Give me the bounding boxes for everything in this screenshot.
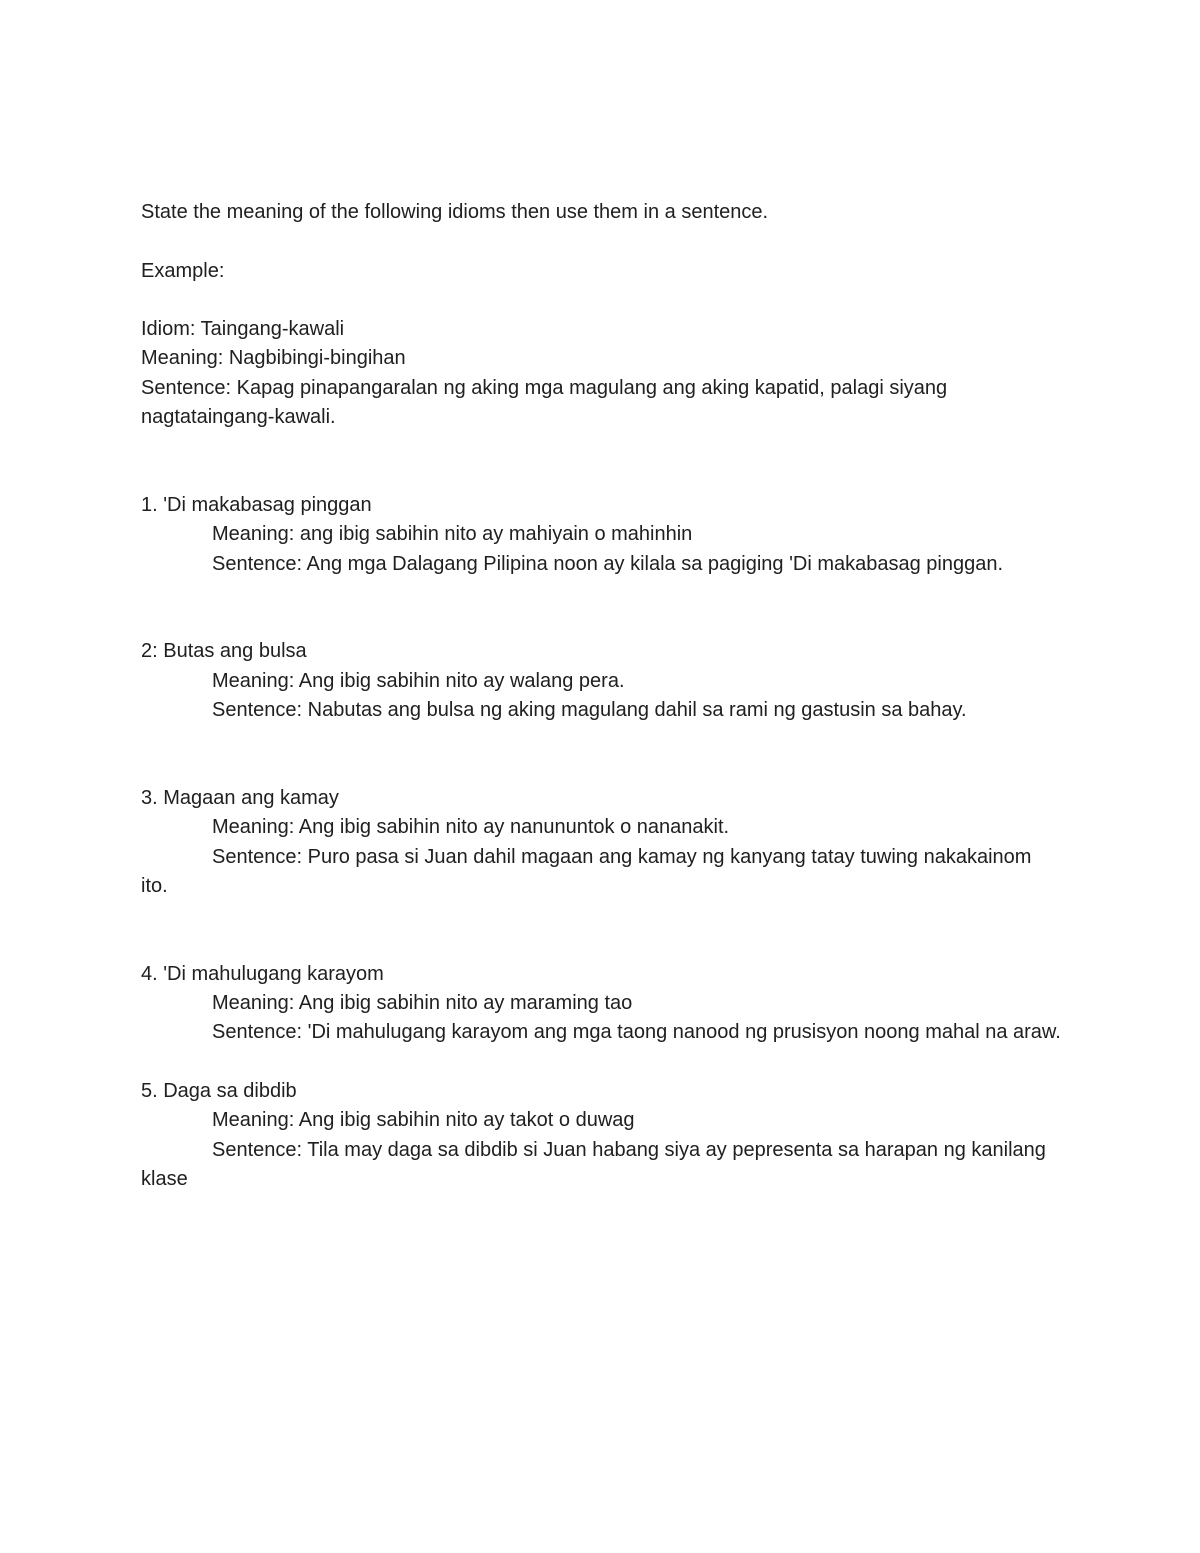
example-meaning: Meaning: Nagbibingi-bingihan	[141, 347, 406, 370]
idiom-meaning: Meaning: Ang ibig sabihin nito ay takot o duwag	[212, 1109, 635, 1132]
idiom-sentence: Sentence: 'Di mahulugang karayom ang mga taong nanood ng prusisyon noong mahal na araw.	[212, 1021, 1061, 1044]
idiom-sentence: Sentence: Nabutas ang bulsa ng aking magulang dahil sa rami ng gastusin sa bahay.	[212, 699, 967, 722]
idiom-meaning: Meaning: Ang ibig sabihin nito ay walang pera.	[212, 669, 625, 692]
idiom-item-2	[141, 637, 1061, 725]
instruction-text: State the meaning of the following idioms then use them in a sentence.	[141, 201, 769, 223]
idiom-item-3	[141, 784, 1061, 901]
idiom-meaning: Meaning: Ang ibig sabihin nito ay maraming tao	[212, 992, 633, 1015]
idiom-meaning: Meaning: Ang ibig sabihin nito ay nanununtok o nananakit.	[212, 816, 730, 839]
idiom-title: 4. 'Di mahulugang karayom	[141, 962, 384, 985]
idiom-title: 5. Daga sa dibdib	[141, 1079, 297, 1102]
idiom-sentence: Sentence: Tila may daga sa dibdib si Juan habang siya ay pepresenta sa harapan ng kanilang klase	[141, 1138, 1046, 1190]
idiom-item-1	[141, 491, 1061, 579]
example-sentence: Sentence: Kapag pinapangaralan ng aking mga magulang ang aking kapatid, palagi siyang nagtataingang-kawali.	[141, 376, 948, 429]
idiom-title: 1. 'Di makabasag pinggan	[141, 493, 372, 516]
idiom-meaning: Meaning: ang ibig sabihin nito ay mahiyain o mahinhin	[212, 523, 693, 546]
idiom-item-4	[141, 960, 1061, 1048]
idiom-title: 2: Butas ang bulsa	[141, 640, 307, 663]
idiom-item-5	[141, 1077, 1061, 1194]
idiom-title: 3. Magaan ang kamay	[141, 786, 339, 809]
idiom-sentence: Sentence: Ang mga Dalagang Pilipina noon ay kilala sa pagiging 'Di makabasag pinggan.	[212, 552, 1004, 575]
document-body	[141, 198, 1061, 1194]
example-label: Example:	[141, 259, 225, 282]
idiom-sentence: Sentence: Puro pasa si Juan dahil magaan ang kamay ng kanyang tatay tuwing nakakainom ito.	[141, 845, 1032, 897]
example-idiom: Idiom: Taingang-kawali	[141, 318, 345, 341]
